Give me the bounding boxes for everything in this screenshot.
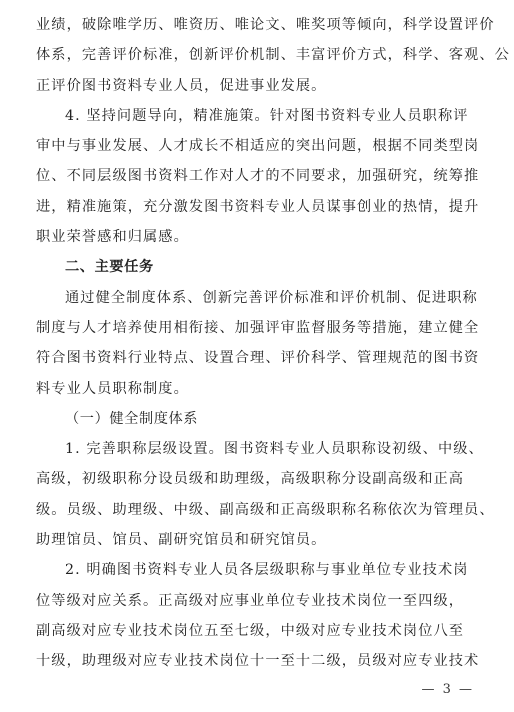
text-line: 位等级对应关系。正高级对应事业单位专业技术岗位一至四级， xyxy=(36,592,465,609)
text-line: 体系，完善评价标准，创新评价机制、丰富评价方式，科学、客观、公 xyxy=(36,47,510,64)
text-line: 位、不同层级图书资料工作对人才的不同要求，加强研究，统筹推 xyxy=(36,168,480,185)
text-line: 通过健全制度体系、创新完善评价标准和评价机制、促进职称 xyxy=(65,289,478,306)
text-line: 业绩，破除唯学历、唯资历、唯论文、唯奖项等倾向，科学设置评价 xyxy=(36,17,495,33)
text-line: 十级，助理级对应专业技术岗位十一至十二级，员级对应专业技术 xyxy=(36,653,480,670)
text-line: 正评价图书资料专业人员，促进事业发展。 xyxy=(36,77,327,94)
text-line: 副高级对应专业技术岗位五至七级，中级对应专业技术岗位八至 xyxy=(36,622,465,639)
paragraph-2 xyxy=(36,101,482,252)
text-line: 职业荣誉感和归属感。 xyxy=(36,229,189,246)
text-line: 符合图书资料行业特点、设置合理、评价科学、管理规范的图书资 xyxy=(36,350,480,367)
section-heading: 二、主要任务 xyxy=(65,259,154,276)
text-line: 进，精准施策，充分激发图书资料专业人员谋事创业的热情，提升 xyxy=(36,198,480,215)
subsection-heading: （一）健全制度体系 xyxy=(65,410,199,427)
paragraph-5 xyxy=(36,555,482,676)
text-line: 助理馆员、馆员、副研究馆员和研究馆员。 xyxy=(36,532,327,549)
text-line: 2. 明确图书资料专业人员各层级职称与事业单位专业技术岗 xyxy=(65,562,469,579)
text-line: 级。员级、助理级、中级、副高级和正高级职称名称依次为管理员、 xyxy=(36,501,495,518)
document-page xyxy=(36,10,510,677)
paragraph-4 xyxy=(36,434,495,555)
paragraph-1 xyxy=(36,10,510,101)
text-line: 制度与人才培养使用相衔接、加强评审监督服务等措施，建立健全 xyxy=(36,319,480,336)
text-line: 4. 坚持问题导向，精准施策。针对图书资料专业人员职称评 xyxy=(65,107,469,124)
text-line: 料专业人员职称制度。 xyxy=(36,380,189,397)
text-line: 1. 完善职称层级设置。图书资料专业人员职称设初级、中级、 xyxy=(65,441,484,458)
paragraph-3 xyxy=(36,283,482,404)
text-line: 审中与事业发展、人才成长不相适应的突出问题，根据不同类型岗 xyxy=(36,138,480,155)
text-line: 高级，初级职称分设员级和助理级，高级职称分设副高级和正高 xyxy=(36,471,465,488)
page-number: — 3 — xyxy=(421,682,474,697)
